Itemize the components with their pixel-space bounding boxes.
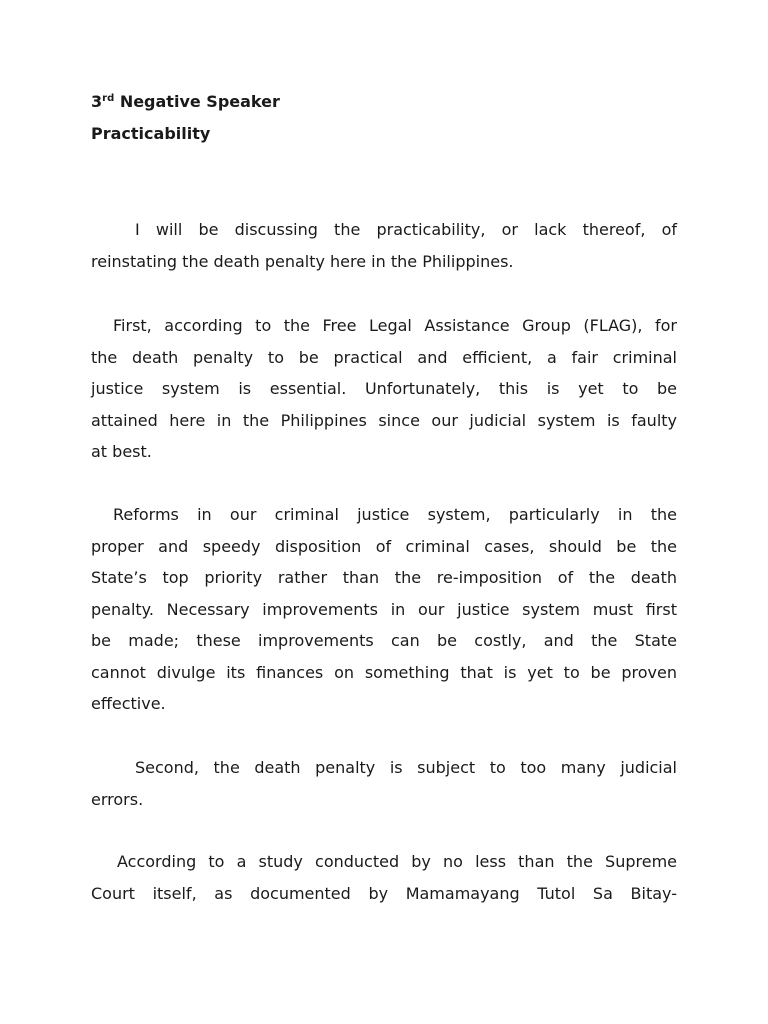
text-line: at best. xyxy=(91,442,152,461)
paragraph-supreme-court-study xyxy=(91,846,677,909)
text-line: State’s top priority rather than the re-imposition of the death xyxy=(91,568,677,587)
text-line: errors. xyxy=(91,789,144,809)
paragraph-intro xyxy=(91,214,677,277)
paragraph-first-argument xyxy=(91,310,677,468)
text-line: First, according to the Free Legal Assistance Group (FLAG), for xyxy=(113,316,677,335)
text-line: reinstating the death penalty here in the Philippines. xyxy=(91,251,514,271)
ordinal-suffix: rd xyxy=(102,93,115,104)
text-line: the death penalty to be practical and efficient, a fair criminal xyxy=(91,347,677,367)
text-line: justice system is essential. Unfortunately, this is yet to be xyxy=(91,379,677,398)
text-line: penalty. Necessary improvements in our justice system must first xyxy=(91,599,677,619)
speaker-number: 3 xyxy=(91,92,103,111)
paragraph-reforms xyxy=(91,499,677,720)
text-line: proper and speedy disposition of criminal cases, should be the xyxy=(91,536,677,556)
text-line: Reforms in our criminal justice system, particularly in the xyxy=(113,505,677,524)
speaker-heading xyxy=(91,92,280,112)
text-line: attained here in the Philippines since our judicial system is faulty xyxy=(91,410,677,430)
topic-heading: Practicability xyxy=(91,124,211,143)
text-line: I will be discussing the practicability, or lack thereof, of xyxy=(135,220,677,239)
speaker-role: Negative Speaker xyxy=(119,92,280,111)
text-line: effective. xyxy=(91,694,166,713)
text-line: Second, the death penalty is subject to too many judicial xyxy=(135,758,677,777)
paragraph-second-argument xyxy=(91,752,677,815)
text-line: Court itself, as documented by Mamamayang Tutol Sa Bitay- xyxy=(91,883,677,903)
text-line: be made; these improvements can be costly, and the State xyxy=(91,631,677,650)
text-line: cannot divulge its finances on something that is yet to be proven xyxy=(91,662,677,682)
text-line: According to a study conducted by no less than the Supreme xyxy=(117,852,677,871)
